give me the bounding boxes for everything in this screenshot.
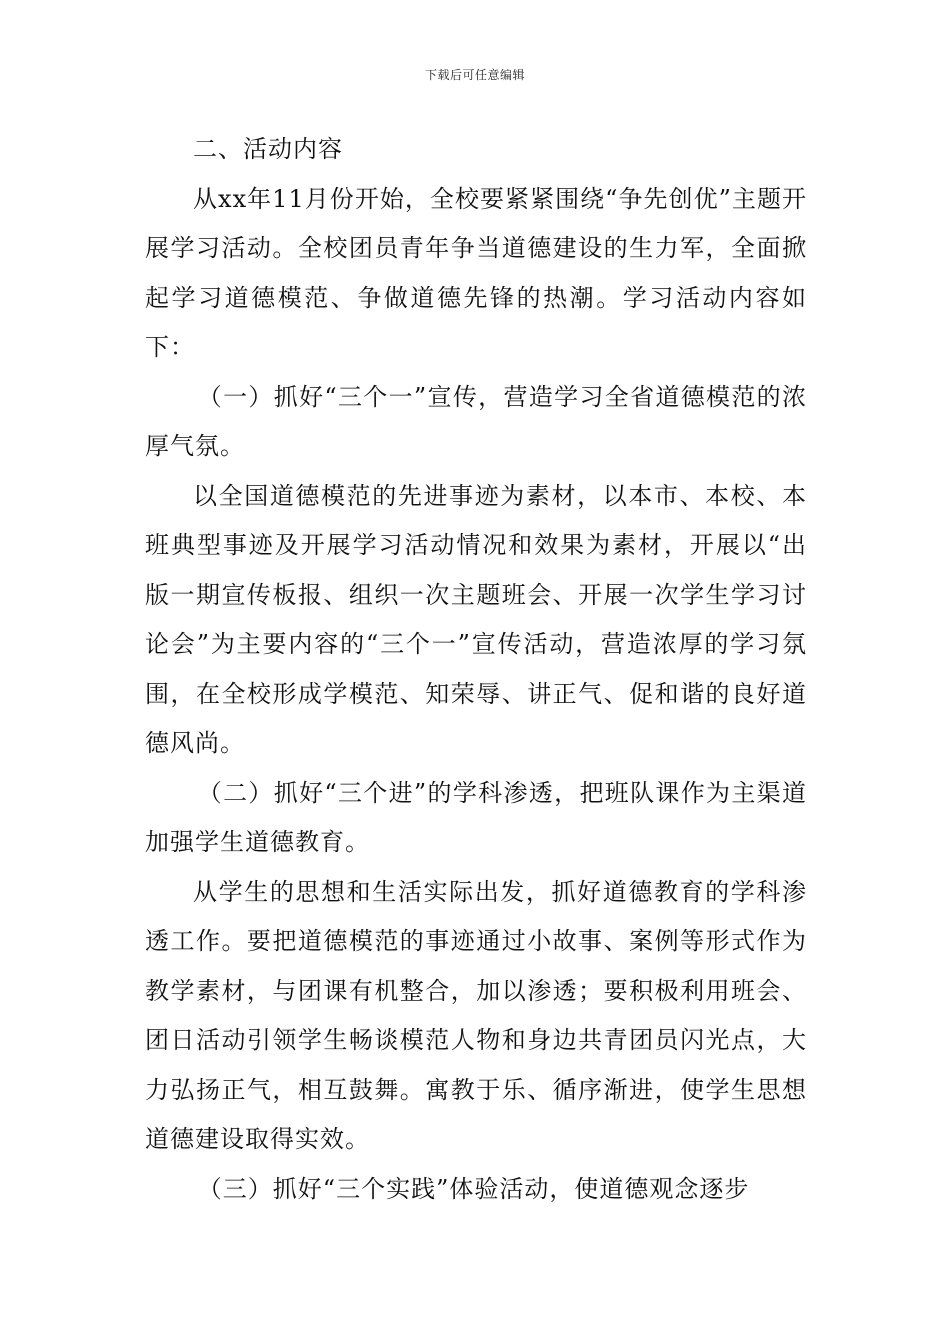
- document-body: [145, 125, 807, 1214]
- section-2-title: （二）抓好“三个进”的学科渗透，把班队课作为主渠道加强学生道德教育。: [145, 778, 807, 856]
- section-1-body: 以全国道德模范的先进事迹为素材，以本市、本校、本班典型事迹及开展学习活动情况和效果为素材，开展以“出版一期宣传板报、组织一次主题班会、开展一次学生学习讨论会”为主要内容的“三个一”宣传活动，营造浓厚的学习氛围，在全校形成学模范、知荣辱、讲正气、促和谐的良好道德风尚。: [145, 481, 807, 757]
- section-2-body: 从学生的思想和生活实际出发，抓好道德教育的学科渗透工作。要把道德模范的事迹通过小故事、案例等形式作为教学素材，与团课有机整合，加以渗透；要积极利用班会、团日活动引领学生畅谈模范人物和身边共青团员闪光点，大力弘扬正气，相互鼓舞。寓教于乐、循序渐进，使学生思想道德建设取得实效。: [145, 877, 807, 1153]
- header-note: 下载后可任意编辑: [424, 68, 525, 82]
- section-1-title: （一）抓好“三个一”宣传，营造学习全省道德模范的浓厚气氛。: [145, 382, 807, 460]
- section-3-title: （三）抓好“三个实践”体验活动，使道德观念逐步: [197, 1174, 750, 1203]
- section-heading: 二、活动内容: [193, 135, 343, 163]
- intro-paragraph: 从xx年11月份开始，全校要紧紧围绕“争先创优”主题开展学习活动。全校团员青年争当道德建设的生力军，全面掀起学习道德模范、争做道德先锋的热潮。学习活动内容如下：: [145, 184, 807, 361]
